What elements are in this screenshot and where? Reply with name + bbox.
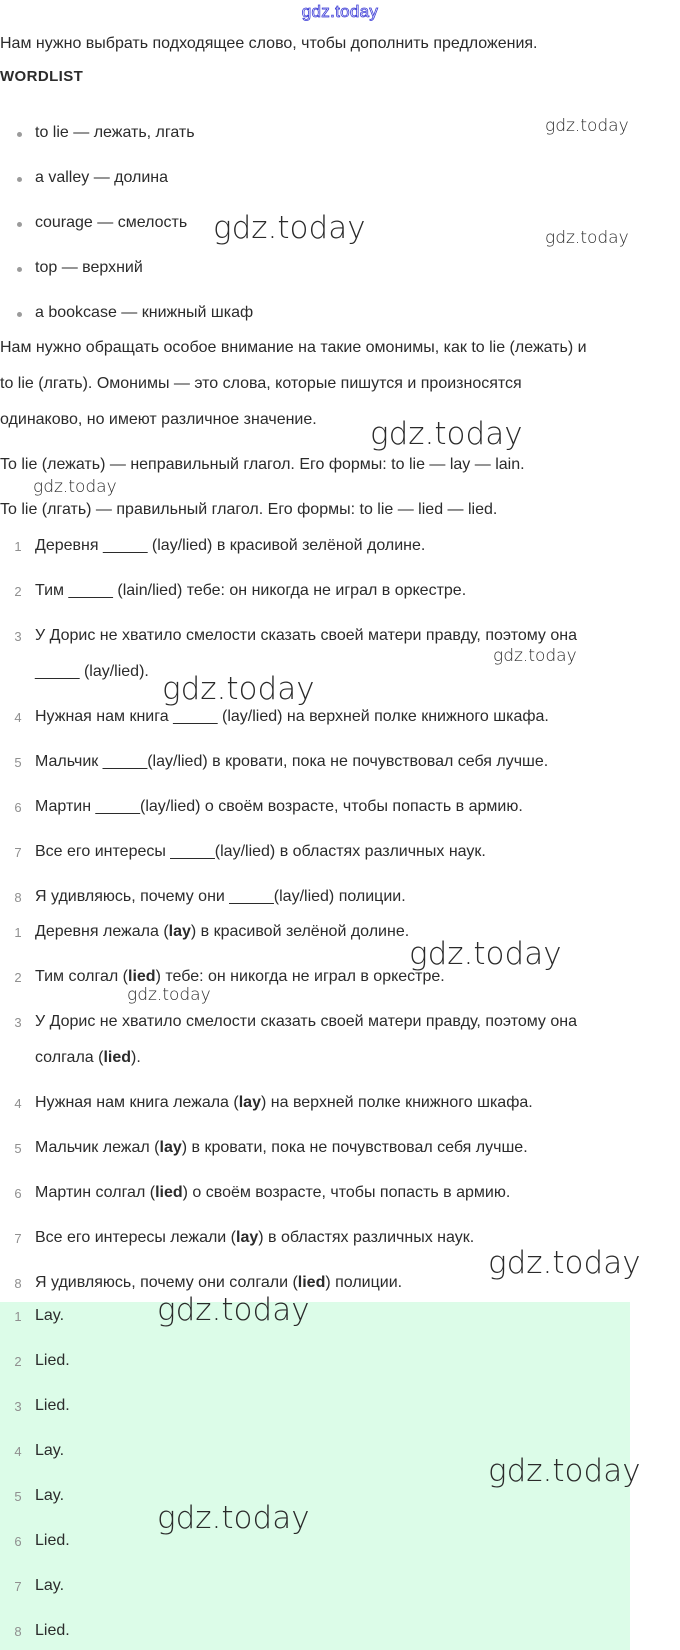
solution-item: Нужная нам книга лежала (lay) на верхней полке книжного шкафа.: [35, 1094, 533, 1111]
bullet-icon: [17, 222, 22, 227]
wordlist-item: courage — смелость: [35, 214, 188, 231]
watermark: gdz.today: [370, 416, 523, 452]
exercise-item: Я удивляюсь, почему они _____(lay/lied) полиции.: [35, 888, 406, 905]
item-number: 7: [14, 1231, 22, 1246]
exercise-item: Нужная нам книга _____ (lay/lied) на верхней полке книжного шкафа.: [35, 708, 549, 725]
forms-line: To lie (лгать) — правильный глагол. Его формы: to lie — lied — lied.: [0, 501, 498, 518]
exercise-item: Все его интересы _____(lay/lied) в областях различных наук.: [35, 843, 486, 860]
item-number: 1: [14, 925, 22, 940]
answer-item: Lied.: [35, 1622, 70, 1639]
watermark: gdz.today: [162, 671, 315, 707]
item-number: 4: [14, 1444, 22, 1459]
solution-item: Мальчик лежал (lay) в кровати, пока не почувствовал себя лучше.: [35, 1139, 528, 1156]
item-number: 5: [14, 755, 22, 770]
watermark: gdz.today: [409, 936, 562, 972]
item-number: 6: [14, 1534, 22, 1549]
watermark: gdz.today: [488, 1453, 641, 1489]
header-watermark: gdz.today: [301, 2, 379, 21]
intro-text: Нам нужно выбрать подходящее слово, чтобы дополнить предложения.: [0, 35, 538, 52]
exercise-item-cont: _____ (lay/lied).: [35, 663, 149, 680]
item-number: 4: [14, 710, 22, 725]
watermark: gdz.today: [157, 1500, 310, 1536]
exercise-item: Мартин _____(lay/lied) о своём возрасте, чтобы попасть в армию.: [35, 798, 523, 815]
exercise-item: Деревня _____ (lay/lied) в красивой зелёной долине.: [35, 537, 426, 554]
answer-item: Lay.: [35, 1487, 65, 1504]
solution-item: Я удивляюсь, почему они солгали (lied) полиции.: [35, 1274, 403, 1291]
watermark: gdz.today: [127, 985, 211, 1005]
exercise-item: У Дорис не хватило смелости сказать своей матери правду, поэтому она: [35, 627, 577, 644]
item-number: 3: [14, 1399, 22, 1414]
item-number: 5: [14, 1141, 22, 1156]
wordlist-heading: WORDLIST: [0, 68, 84, 85]
bullet-icon: [17, 177, 22, 182]
item-number: 1: [14, 539, 22, 554]
item-number: 7: [14, 845, 22, 860]
wordlist-item: to lie — лежать, лгать: [35, 124, 195, 141]
forms-line: To lie (лежать) — неправильный глагол. Его формы: to lie — lay — lain.: [0, 456, 525, 473]
answer-item: Lied.: [35, 1352, 70, 1369]
watermark: gdz.today: [545, 116, 629, 136]
item-number: 7: [14, 1579, 22, 1594]
item-number: 2: [14, 584, 22, 599]
solution-item: Мартин солгал (lied) о своём возрасте, чтобы попасть в армию.: [35, 1184, 511, 1201]
wordlist-item: a valley — долина: [35, 169, 169, 186]
solution-item: Тим солгал (lied) тебе: он никогда не играл в оркестре.: [35, 968, 445, 985]
item-number: 2: [14, 1354, 22, 1369]
watermark: gdz.today: [157, 1292, 310, 1328]
bullet-icon: [17, 132, 22, 137]
exercise-item: Мальчик _____(lay/lied) в кровати, пока не почувствовал себя лучше.: [35, 753, 549, 770]
item-number: 5: [14, 1489, 22, 1504]
answer-item: Lied.: [35, 1532, 70, 1549]
solution-item-cont: солгала (lied).: [35, 1049, 141, 1066]
item-number: 8: [14, 890, 22, 905]
item-number: 8: [14, 1624, 22, 1639]
watermark: gdz.today: [493, 646, 577, 666]
solution-item: Деревня лежала (lay) в красивой зелёной долине.: [35, 923, 410, 940]
explanation-line: Нам нужно обращать особое внимание на такие омонимы, как to lie (лежать) и: [0, 339, 587, 356]
watermark: gdz.today: [213, 210, 366, 246]
answer-item: Lay.: [35, 1307, 65, 1324]
explanation-line: to lie (лгать). Омонимы — это слова, которые пишутся и произносятся: [0, 375, 522, 392]
wordlist-item: top — верхний: [35, 259, 143, 276]
watermark: gdz.today: [545, 228, 629, 248]
item-number: 2: [14, 970, 22, 985]
watermark: gdz.today: [488, 1245, 641, 1281]
item-number: 6: [14, 1186, 22, 1201]
item-number: 6: [14, 800, 22, 815]
solution-item: У Дорис не хватило смелости сказать своей матери правду, поэтому она: [35, 1013, 577, 1030]
bullet-icon: [17, 312, 22, 317]
item-number: 3: [14, 629, 22, 644]
item-number: 3: [14, 1015, 22, 1030]
bullet-icon: [17, 267, 22, 272]
item-number: 1: [14, 1309, 22, 1324]
exercise-item: Тим _____ (lain/lied) тебе: он никогда не играл в оркестре.: [35, 582, 467, 599]
item-number: 4: [14, 1096, 22, 1111]
answer-item: Lied.: [35, 1397, 70, 1414]
solution-item: Все его интересы лежали (lay) в областях различных наук.: [35, 1229, 475, 1246]
answer-item: Lay.: [35, 1577, 65, 1594]
answer-item: Lay.: [35, 1442, 65, 1459]
explanation-line: одинаково, но имеют различное значение.: [0, 411, 317, 428]
item-number: 8: [14, 1276, 22, 1291]
watermark: gdz.today: [33, 477, 117, 497]
wordlist-item: a bookcase — книжный шкаф: [35, 304, 254, 321]
